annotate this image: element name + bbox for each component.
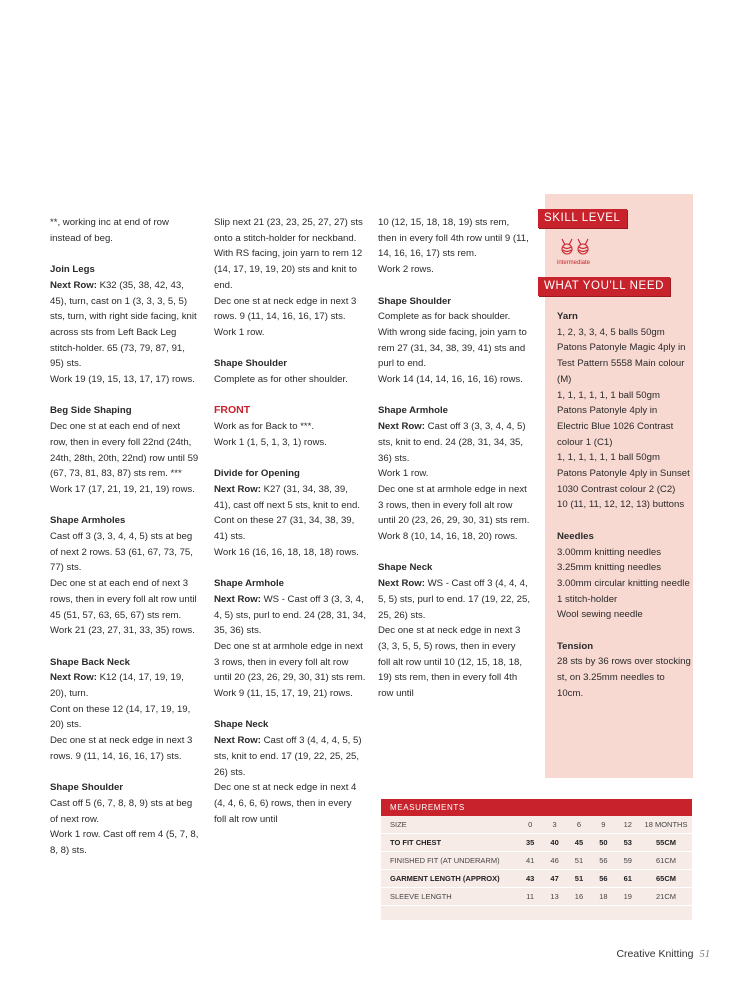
shape-neck-text-1: Dec one st at neck edge in next 4 (4, 4, 6, 6, 6) rows, then in every foll alt row until — [214, 782, 357, 825]
table-row — [381, 870, 692, 888]
magazine-name: Creative Knitting — [616, 948, 694, 960]
join-legs-heading: Join Legs — [50, 264, 95, 276]
shape-armhole-section — [378, 403, 530, 544]
yarn-text-1: 1, 2, 3, 3, 4, 5 balls 50gm Patons Patonyle Magic 4ply in Test Pattern 5558 Main colour (M) — [557, 326, 686, 385]
table-cell: 16 — [567, 888, 591, 906]
shape-shoulder-text-2: With wrong side facing, join yarn to rem 27 (31, 34, 38, 39, 41) sts and purl to end. — [378, 326, 527, 370]
shape-armhole-next-row: Cast off 3 (3, 3, 4, 4, 5) sts, knit to end. 24 (28, 31, 34, 35, 36) sts. — [378, 421, 526, 464]
yarn-text-4: 10 (11, 11, 12, 12, 13) buttons — [557, 499, 685, 511]
continued-section — [378, 215, 530, 278]
shape-neck-next-row: WS - Cast off 3 (4, 4, 4, 5, 5) sts, purl to end. 17 (19, 22, 25, 25, 26) sts. — [378, 578, 530, 621]
shape-neck-heading: Shape Neck — [214, 719, 269, 731]
table-cell: 55CM — [640, 834, 692, 852]
shape-armhole-text-1: Work 1 row. — [378, 468, 429, 480]
table-cell: 35 — [518, 834, 542, 852]
divide-next-row: K27 (31, 34, 38, 39, 41), cast off next 5 sts, knit to end. — [214, 483, 360, 511]
next-row-label: Next Row: — [214, 483, 261, 495]
table-cell: 56 — [591, 852, 615, 870]
divide-section — [214, 466, 366, 560]
shape-armhole-text-2: Dec one st at armhole edge in next 3 rows, then in every foll alt row until 20 (23, 26, 29, 30, 31) sts rem. — [378, 483, 530, 527]
next-row-label: Next Row: — [378, 578, 425, 590]
table-cell: 11 — [518, 888, 542, 906]
shape-armholes-section — [50, 513, 200, 639]
row-label: SIZE — [381, 816, 518, 834]
next-row-label: Next Row: — [50, 672, 97, 684]
front-text-1: Work as for Back to ***. — [214, 421, 315, 433]
measurements-table — [381, 799, 692, 920]
shape-shoulder-text-1: Complete as for back shoulder. — [378, 311, 511, 323]
yarn-text-2: 1, 1, 1, 1, 1, 1 ball 50gm Patons Patonyle 4ply in Electric Blue 1026 Contrast colour 1 (C1) — [557, 389, 674, 448]
shape-armhole-next-row: WS - Cast off 3 (3, 3, 4, 4, 5) sts, purl to end. 24 (28, 31, 34, 35, 36) sts. — [214, 593, 366, 637]
next-row-label: Next Row: — [50, 279, 97, 291]
shape-armhole-heading: Shape Armhole — [378, 405, 449, 417]
shape-armholes-text-1: Cast off 3 (3, 3, 4, 4, 5) sts at beg of next 2 rows. 53 (61, 67, 73, 75, 77) sts. — [50, 531, 193, 574]
page-number: 51 — [699, 949, 710, 960]
table-cell: 53 — [616, 834, 640, 852]
divide-heading: Divide for Opening — [214, 468, 300, 480]
yarn-text-3: 1, 1, 1, 1, 1, 1 ball 50gm Patons Patonyle 4ply in Sunset 1030 Contrast colour 2 (C2) — [557, 452, 690, 495]
needles-heading: Needles — [557, 530, 594, 542]
shape-back-neck-section — [50, 655, 200, 765]
shape-shoulder-text-1: Cast off 5 (6, 7, 8, 8, 9) sts at beg of next row. — [50, 797, 193, 825]
next-row-label: Next Row: — [378, 421, 425, 433]
table-cell: 61 — [616, 870, 640, 888]
table-cell: 46 — [542, 852, 566, 870]
shape-back-neck-heading: Shape Back Neck — [50, 656, 130, 668]
shape-neck-section — [214, 717, 366, 827]
tension-heading: Tension — [557, 640, 594, 652]
page-footer — [616, 948, 710, 960]
table-cell: 50 — [591, 834, 615, 852]
shape-shoulder-section — [214, 356, 366, 387]
shape-back-neck-text-2: Dec one st at neck edge in next 3 rows. 9 (11, 14, 16, 16, 17) sts. — [50, 735, 193, 762]
table-cell: 9 — [591, 816, 615, 834]
table-cell: 0 — [518, 816, 542, 834]
shape-back-neck-next-row: K12 (14, 17, 19, 19, 20), turn. — [50, 672, 184, 700]
neckband-section — [214, 215, 366, 341]
continued-text-2: Work 2 rows. — [378, 264, 434, 276]
needles-item: 3.00mm knitting needles — [557, 546, 661, 558]
table-cell: 51 — [567, 852, 591, 870]
table-cell: 19 — [616, 888, 640, 906]
intro-text: **, working inc at end of row instead of beg. — [50, 217, 169, 244]
shape-armhole-text-2: Work 9 (11, 15, 17, 19, 21) rows. — [214, 688, 353, 700]
row-label: TO FIT CHEST — [381, 834, 518, 852]
table-cell: 41 — [518, 852, 542, 870]
shape-shoulder-section — [378, 294, 530, 388]
yarn-heading: Yarn — [557, 311, 578, 322]
table-cell: 13 — [542, 888, 566, 906]
beg-side-shaping-text: Dec one st at each end of next row, then in every foll 22nd (24th, 24th, 28th, 20th, 22nd) row until 59 (67, 73, 81, 83, 87) sts rem. *** — [50, 421, 199, 480]
row-label: GARMENT LENGTH (APPROX) — [381, 870, 518, 888]
beg-side-shaping-section — [50, 403, 200, 497]
table-cell: 61CM — [640, 852, 692, 870]
divide-text-2: Work 16 (16, 16, 18, 18, 18) rows. — [214, 546, 359, 558]
shape-armhole-heading: Shape Armhole — [214, 578, 285, 590]
needles-item: 3.25mm knitting needles — [557, 562, 661, 574]
work-text: Work 1 row. — [214, 326, 265, 338]
front-text-2: Work 1 (1, 5, 1, 3, 1) rows. — [214, 436, 327, 448]
measurements-grid — [381, 816, 692, 906]
next-row-label: Next Row: — [214, 735, 261, 747]
table-cell: 43 — [518, 870, 542, 888]
skill-level-banner: SKILL LEVEL — [538, 209, 627, 228]
table-cell: 45 — [567, 834, 591, 852]
skill-level-caption: intermediate — [557, 260, 591, 266]
shape-shoulder-heading: Shape Shoulder — [214, 358, 288, 370]
column-2 — [214, 215, 366, 827]
materials-list — [557, 309, 691, 702]
table-cell: 18 MONTHS — [640, 816, 692, 834]
shape-armhole-text-3: Work 8 (10, 14, 16, 18, 20) rows. — [378, 531, 518, 543]
table-row — [381, 888, 692, 906]
table-cell: 59 — [616, 852, 640, 870]
slip-text: Slip next 21 (23, 23, 25, 27, 27) sts onto a stitch-holder for neckband. With RS facing, join yarn to rem 12 (14, 17, 19, 19, 20) sts and knit to end. — [214, 217, 363, 291]
table-cell: 47 — [542, 870, 566, 888]
shape-shoulder-text-2: Work 1 row. Cast off rem 4 (5, 7, 8, 8, 8) sts. — [50, 829, 199, 857]
table-cell: 56 — [591, 870, 615, 888]
dec-text: Dec one st at neck edge in next 3 rows. 9 (11, 14, 16, 16, 17) sts. — [214, 295, 357, 323]
tension-text: 28 sts by 36 rows over stocking st, on 3.25mm needles to 10cm. — [557, 656, 691, 699]
front-section — [214, 403, 366, 450]
column-3 — [378, 215, 530, 702]
next-row-label: Next Row: — [214, 593, 261, 605]
shape-shoulder-section — [50, 780, 200, 859]
join-legs-next-row: K32 (35, 38, 42, 43, 45), turn, cast on 1 (3, 3, 3, 5, 5) sts, turn, with right side facing, knit across sts from Left Back Leg stitch-holder. 65 (73, 79, 87, 91, 95) sts. — [50, 279, 197, 370]
shape-neck-next-row: Cast off 3 (4, 4, 4, 5, 5) sts, knit to end. 17 (19, 22, 25, 25, 26) sts. — [214, 735, 362, 778]
shape-shoulder-heading: Shape Shoulder — [378, 295, 452, 307]
shape-neck-text-1: Dec one st at neck edge in next 3 (3, 3, 5, 5, 5) rows, then in every foll alt row until 10 (12, 15, 18, 18, 19) sts rem, then in every foll 4th row until — [378, 625, 522, 700]
column-1 — [50, 215, 200, 859]
table-row — [381, 816, 692, 834]
join-legs-section — [50, 262, 200, 388]
shape-neck-heading: Shape Neck — [378, 562, 433, 574]
shape-armhole-section — [214, 576, 366, 702]
shape-armholes-text-2: Dec one st at each end of next 3 rows, then in every foll alt row until 45 (51, 57, 63, 65, 67) sts rem. — [50, 578, 197, 621]
table-cell: 6 — [567, 816, 591, 834]
beg-side-shaping-heading: Beg Side Shaping — [50, 405, 132, 417]
shape-shoulder-heading: Shape Shoulder — [50, 782, 124, 794]
shape-armholes-heading: Shape Armholes — [50, 515, 126, 527]
table-cell: 40 — [542, 834, 566, 852]
table-cell: 21CM — [640, 888, 692, 906]
table-cell: 51 — [567, 870, 591, 888]
table-cell: 12 — [616, 816, 640, 834]
needles-item: 3.00mm circular knitting needle — [557, 577, 690, 589]
table-cell: 18 — [591, 888, 615, 906]
needles-item: Wool sewing needle — [557, 609, 643, 621]
sidebar-panel — [545, 194, 693, 778]
needles-item: 1 stitch-holder — [557, 593, 618, 605]
row-label: FINISHED FIT (AT UNDERARM) — [381, 852, 518, 870]
table-cell: 3 — [542, 816, 566, 834]
shape-back-neck-text-1: Cont on these 12 (14, 17, 19, 19, 20) sts. — [50, 703, 191, 731]
what-you-need-banner: WHAT YOU'LL NEED — [538, 277, 670, 296]
shape-shoulder-text: Complete as for other shoulder. — [214, 374, 348, 386]
beg-side-shaping-work: Work 17 (17, 21, 19, 21, 19) rows. — [50, 483, 195, 495]
shape-armhole-text-1: Dec one st at armhole edge in next 3 rows, then in every foll alt row until 20 (23, 26, 29, 30, 31) sts rem. — [214, 640, 366, 684]
yarn-ball-icon — [559, 238, 601, 256]
row-label: SLEEVE LENGTH — [381, 888, 518, 906]
continued-text-1: 10 (12, 15, 18, 18, 19) sts rem, then in every foll 4th row until 9 (11, 14, 16, 16, 17) sts rem. — [378, 217, 529, 260]
measurements-title: MEASUREMENTS — [381, 799, 692, 816]
shape-armholes-work: Work 21 (23, 27, 31, 33, 35) rows. — [50, 625, 195, 637]
divide-text-1: Cont on these 27 (31, 34, 38, 39, 41) sts. — [214, 515, 355, 543]
table-row — [381, 834, 692, 852]
front-heading: FRONT — [214, 404, 251, 417]
table-cell: 65CM — [640, 870, 692, 888]
shape-shoulder-text-3: Work 14 (14, 14, 16, 16, 16) rows. — [378, 374, 523, 386]
table-row — [381, 852, 692, 870]
shape-neck-section — [378, 560, 530, 701]
join-legs-work: Work 19 (19, 15, 13, 17, 17) rows. — [50, 374, 195, 386]
